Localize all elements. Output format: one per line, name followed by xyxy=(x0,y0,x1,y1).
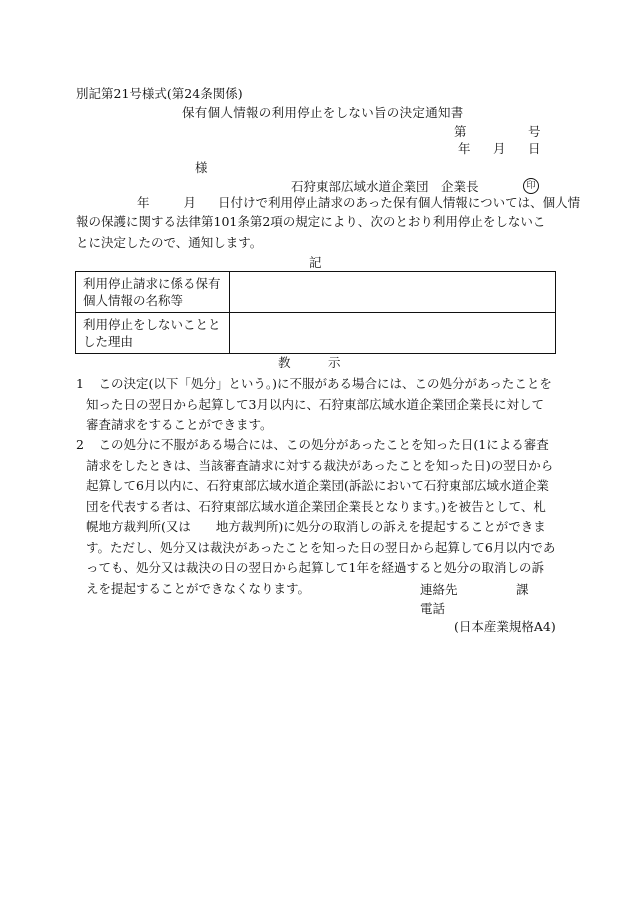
body-date-year: 年 xyxy=(137,195,150,210)
document-number-suffix: 号 xyxy=(528,124,541,139)
body-first-line xyxy=(137,197,580,210)
table-row xyxy=(76,313,556,354)
seal-icon xyxy=(523,178,539,194)
records-value-name xyxy=(230,272,556,313)
instruction-item-1 xyxy=(76,374,556,436)
records-heading: 記 xyxy=(309,255,322,270)
table-row xyxy=(76,272,556,313)
body-date-day-intro: 日付けで利用停止請求のあった保有個人情報については、個人情 xyxy=(218,195,581,210)
number-prefix: 第 xyxy=(454,124,467,139)
instruction-item-2 xyxy=(76,435,556,599)
instruction-text: この決定(以下「処分」という。)に不服がある場合には、この処分があったことを知った日の翌日から起算して3月以内に、石狩東部広域水道企業団企業長に対して審査請求をすることができます。 xyxy=(86,376,552,432)
body-date-month: 月 xyxy=(183,195,197,210)
contact-phone-label: 電話 xyxy=(420,601,446,616)
document-number xyxy=(454,126,467,139)
instruction-text: この処分に不服がある場合には、この処分があったことを知った日(1による審査請求をしたときは、当該審査請求に対する裁決があったことを知った日)の翌日から起算して6月以内に、石狩東部広域水道企業団(訴訟において石狩東部広域水道企業団を代表する者は、石狩東部広域水道企業団企業長となります。)を被告として、札幌地方裁判所(又は 地方裁判所)に処分の取消しの訴えを提起することができます。ただし、処分又は裁決があったことを知った日の翌日から起算して6月以内であっても、処分又は裁決の日の翌日から起算して1年を経過すると処分の取消しの訴えを提起することができなくなります。 xyxy=(86,437,556,596)
document-date-day: 日 xyxy=(528,141,541,156)
records-table xyxy=(75,271,556,354)
form-label: 別記第21号様式(第24条関係) xyxy=(76,86,243,101)
paper-size-note: (日本産業規格A4) xyxy=(454,619,556,634)
seal-mark: 印 xyxy=(523,178,539,194)
contact-label: 連絡先 xyxy=(420,582,458,597)
instruction-number: 1 xyxy=(76,376,84,391)
document-date: 年 xyxy=(458,141,471,156)
records-label-name: 利用停止請求に係る保有個人情報の名称等 xyxy=(76,272,230,313)
document-date-month: 月 xyxy=(493,141,506,156)
records-label-reason: 利用停止をしないこととした理由 xyxy=(76,313,230,354)
records-value-reason xyxy=(230,313,556,354)
addressee-suffix: 様 xyxy=(195,160,208,175)
instructions-heading: 教 示 xyxy=(278,355,341,370)
issuer-name: 石狩東部広域水道企業団 企業長 xyxy=(291,179,479,194)
contact-dept-suffix: 課 xyxy=(516,582,529,597)
document-title: 保有個人情報の利用停止をしない旨の決定通知書 xyxy=(182,105,464,120)
body-text: 報の保護に関する法律第101条第2項の規定により、次のとおり利用停止をしないことに決定したので、通知します。 xyxy=(76,214,546,250)
instruction-number: 2 xyxy=(76,437,84,452)
